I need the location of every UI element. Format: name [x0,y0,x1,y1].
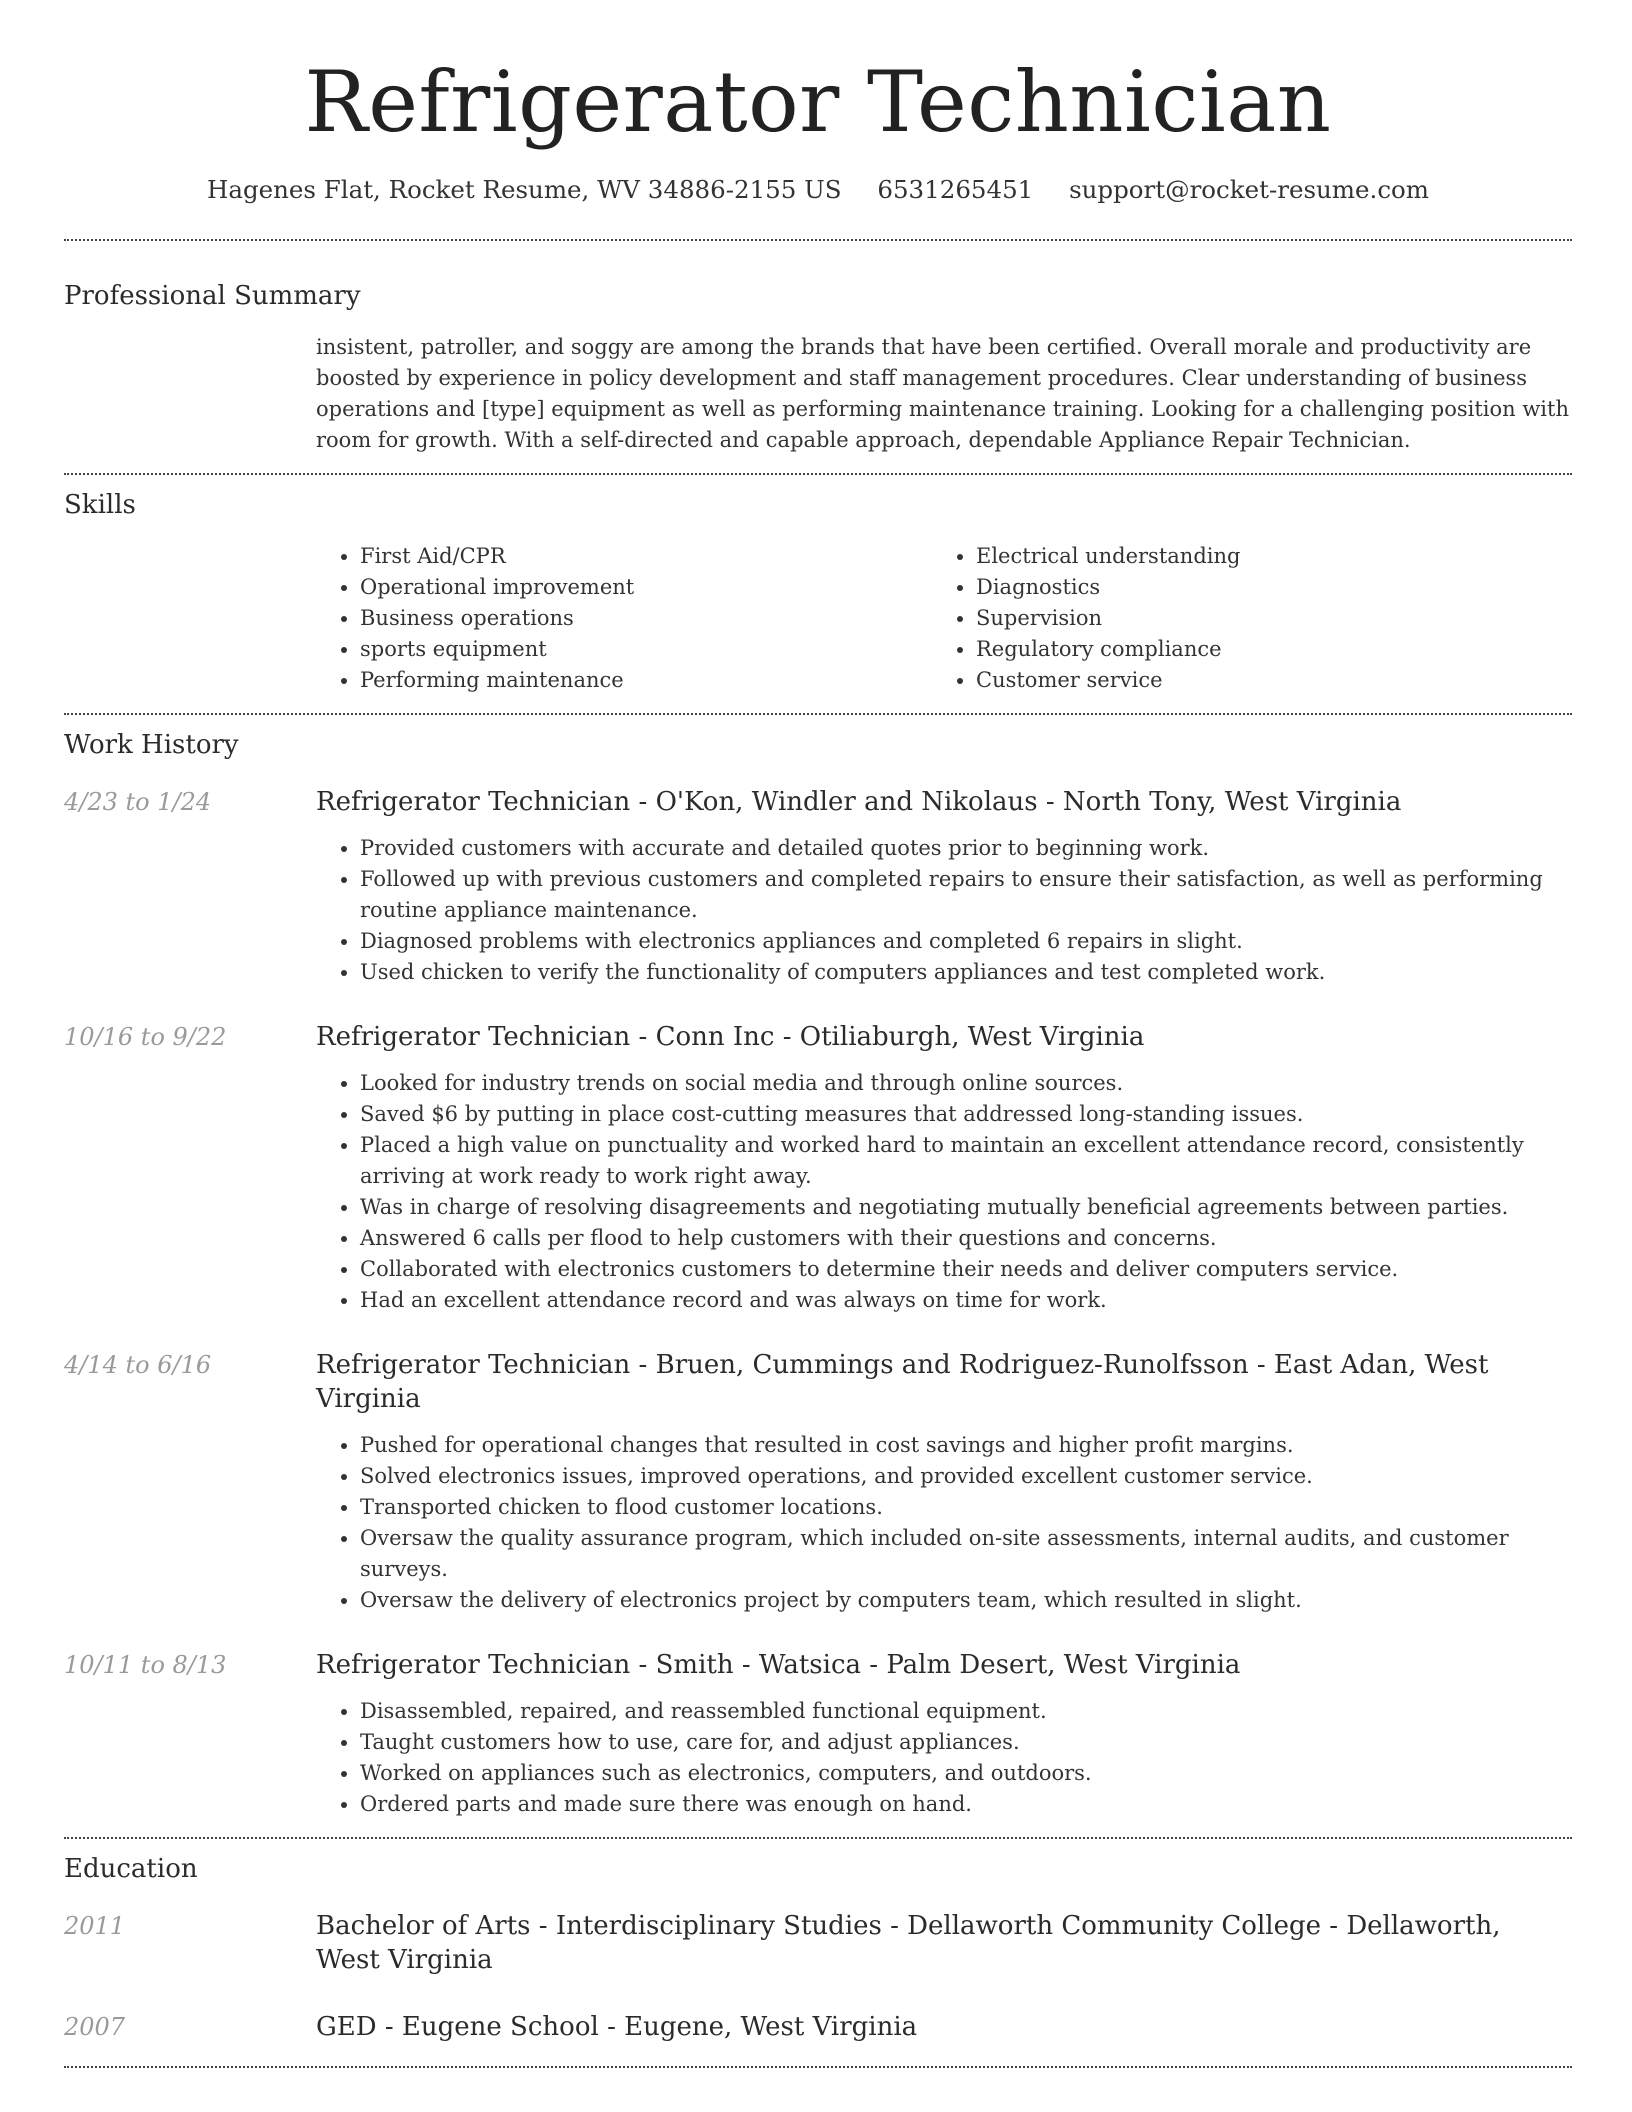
job-title: Refrigerator Technician - Smith - Watsica - Palm Desert, West Virginia [316,1650,1241,1680]
job-dates: 4/23 to 1/24 [64,788,212,816]
job-bullet: • Saved $6 by putting in place cost-cutting measures that addressed long-standing issues. [360,1099,1572,1130]
education-entry [64,1909,1572,1977]
job-bullet: • Oversaw the quality assurance program, which included on-site assessments, internal audits, and customer surveys. [360,1523,1572,1585]
contact-line [64,174,1572,206]
job-title: Refrigerator Technician - Bruen, Cummings and Rodriguez-Runolfsson - East Adan, West Virginia [316,1350,1489,1414]
skill-item: • Supervision [976,603,1548,634]
summary-text: insistent, patroller, and soggy are among the brands that have been certified. Overall morale and productivity are boosted by experience in policy development and staff management procedures. Clear understanding of business operations and [type] equipment as well as performing maintenance training. Looking for a challenging position with room for growth. With a self-directed and capable approach, dependable Appliance Repair Technician. [316,335,1569,452]
candidate-name: Refrigerator Technician [304,53,1332,151]
job-bullet: • Pushed for operational changes that resulted in cost savings and higher profit margins. [360,1430,1572,1461]
education-title: Bachelor of Arts - Interdisciplinary Studies - Dellaworth Community College - Dellaworth, West Virginia [316,1911,1501,1975]
education-year: 2011 [64,1912,126,1940]
skills-heading: Skills [64,490,136,520]
skill-item: • Performing maintenance [360,665,932,696]
contact-phone: 6531265451 [877,175,1034,204]
job-bullet: • Was in charge of resolving disagreements and negotiating mutually beneficial agreements between parties. [360,1192,1572,1223]
job-title: Refrigerator Technician - O'Kon, Windler and Nikolaus - North Tony, West Virginia [316,787,1402,817]
contact-address: Hagenes Flat, Rocket Resume, WV 34886-2155 US [206,175,842,204]
job-bullet: • Had an excellent attendance record and was always on time for work. [360,1285,1572,1316]
section-divider [64,473,1572,475]
education-entry [64,2010,1572,2044]
job-entry [64,1648,1572,1820]
skills-column-left [316,541,932,696]
section-divider [64,713,1572,715]
skill-item: • Customer service [976,665,1548,696]
skill-item: • sports equipment [360,634,932,665]
job-dates: 10/16 to 9/22 [64,1023,227,1051]
skill-item: • First Aid/CPR [360,541,932,572]
job-entry [64,1020,1572,1316]
job-dates: 10/11 to 8/13 [64,1651,227,1679]
job-title: Refrigerator Technician - Conn Inc - Otiliaburgh, West Virginia [316,1022,1145,1052]
job-bullet: • Answered 6 calls per flood to help customers with their questions and concerns. [360,1223,1572,1254]
job-bullet: • Worked on appliances such as electronics, computers, and outdoors. [360,1758,1572,1789]
skills-column-right [932,541,1548,696]
resume-page [64,0,1572,2068]
section-divider [64,239,1572,241]
job-bullet: • Disassembled, repaired, and reassembled functional equipment. [360,1696,1572,1727]
job-dates: 4/14 to 6/16 [64,1351,212,1379]
skills-list [316,541,1572,696]
education-year: 2007 [64,2013,126,2041]
skill-item: • Regulatory compliance [976,634,1548,665]
job-bullet: • Placed a high value on punctuality and worked hard to maintain an excellent attendance record, consistently arriving at work ready to work right away. [360,1130,1572,1192]
work-history-heading: Work History [64,730,239,760]
job-bullet: • Used chicken to verify the functionality of computers appliances and test completed work. [360,957,1572,988]
job-bullet: • Oversaw the delivery of electronics project by computers team, which resulted in slight. [360,1585,1572,1616]
contact-email: support@rocket-resume.com [1069,175,1430,204]
skill-item: • Diagnostics [976,572,1548,603]
job-bullet: • Transported chicken to flood customer locations. [360,1492,1572,1523]
job-bullet: • Taught customers how to use, care for, and adjust appliances. [360,1727,1572,1758]
job-entry [64,1348,1572,1616]
summary-heading: Professional Summary [64,281,361,311]
education-title: GED - Eugene School - Eugene, West Virginia [316,2012,918,2042]
job-bullet: • Collaborated with electronics customers to determine their needs and deliver computers service. [360,1254,1572,1285]
job-entry [64,785,1572,988]
section-divider [64,1837,1572,1839]
job-bullet: • Solved electronics issues, improved operations, and provided excellent customer service. [360,1461,1572,1492]
job-bullet: • Diagnosed problems with electronics appliances and completed 6 repairs in slight. [360,926,1572,957]
skill-item: • Electrical understanding [976,541,1548,572]
job-bullet: • Looked for industry trends on social media and through online sources. [360,1068,1572,1099]
skill-item: • Business operations [360,603,932,634]
education-heading: Education [64,1854,198,1884]
section-divider [64,2066,1572,2068]
job-bullet: • Provided customers with accurate and detailed quotes prior to beginning work. [360,833,1572,864]
skill-item: • Operational improvement [360,572,932,603]
job-bullet: • Followed up with previous customers and completed repairs to ensure their satisfaction, as well as performing routine appliance maintenance. [360,864,1572,926]
job-bullet: • Ordered parts and made sure there was enough on hand. [360,1789,1572,1820]
